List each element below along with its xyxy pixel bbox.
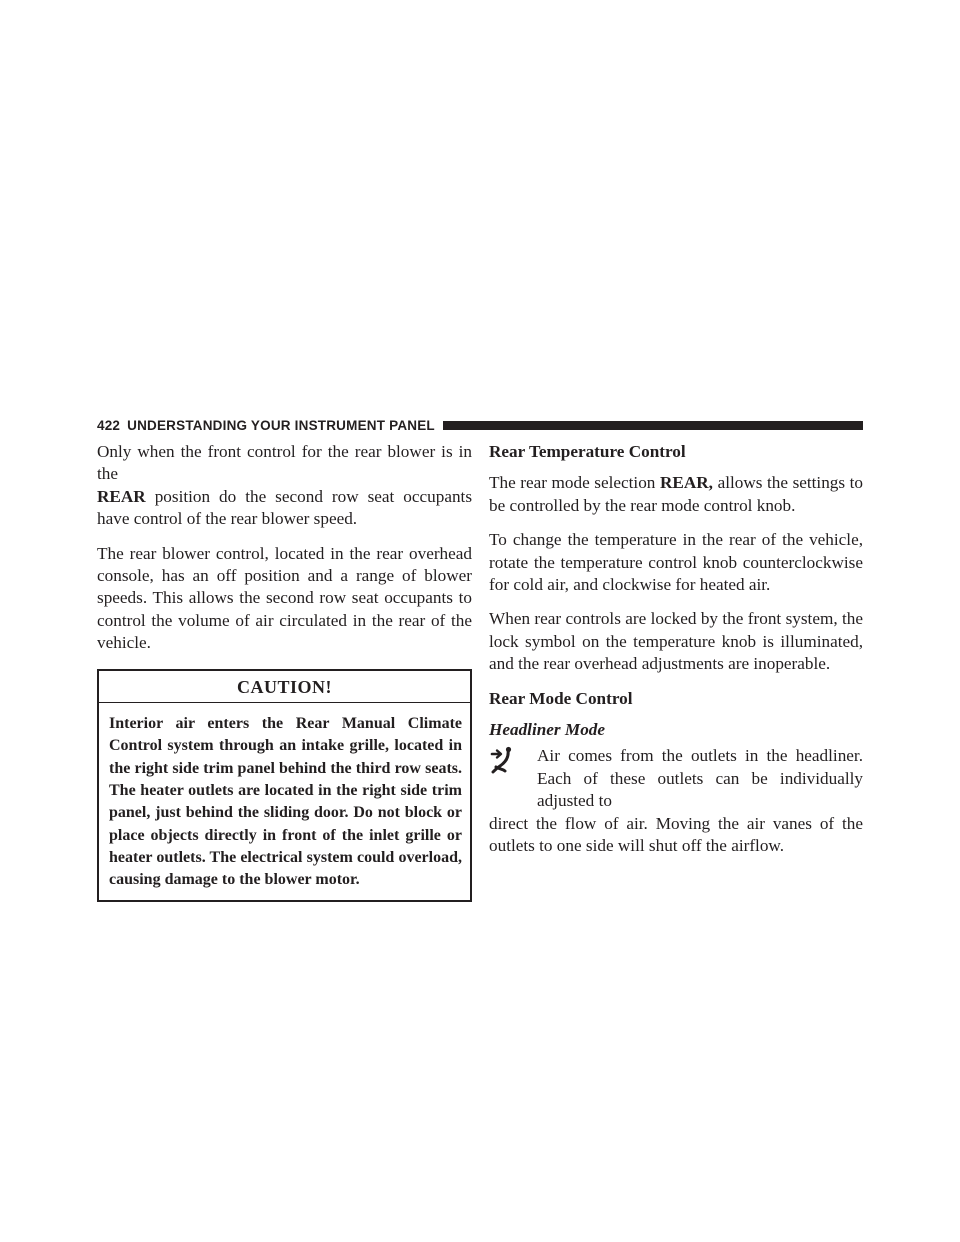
text-span: The rear mode selection <box>489 473 656 493</box>
right-column <box>489 441 863 858</box>
temperature-paragraph: To change the temperature in the rear of the vehicle, rotate the temperature control knob counterclockwise for cold air, and clockwise for heated air. <box>489 530 863 595</box>
page-number: 422 <box>97 417 121 433</box>
text-span: Only when the front control for the rear blower is in the <box>97 442 472 484</box>
rear-temperature-heading: Rear Temperature Control <box>489 442 686 461</box>
headliner-mode-icon <box>489 745 519 775</box>
headliner-mode-text-first: Air comes from the outlets in the headliner. Each of these outlets can be individually adjusted to <box>537 746 863 811</box>
headliner-mode-heading: Headliner Mode <box>489 720 606 740</box>
section-title: UNDERSTANDING YOUR INSTRUMENT PANEL <box>127 417 435 433</box>
caution-title: CAUTION! <box>99 671 470 703</box>
locked-controls-paragraph: When rear controls are locked by the front system, the lock symbol on the temperature knob is illuminated, and the rear overhead adjustments are inoperable. <box>489 609 863 674</box>
rear-mode-heading: Rear Mode Control <box>489 688 633 708</box>
rear-keyword: REAR <box>97 486 146 506</box>
headliner-mode-block <box>489 745 863 857</box>
rear-blower-paragraph <box>97 441 472 531</box>
headliner-mode-text-rest: direct the flow of air. Moving the air vanes of the outlets to one side will shut off the airflow. <box>489 813 863 856</box>
left-column <box>97 441 472 902</box>
rear-mode-paragraph <box>489 472 863 517</box>
page-header <box>97 417 863 433</box>
text-span: allows the settings to be controlled by the rear mode control knob. <box>489 473 864 515</box>
blower-control-paragraph: The rear blower control, located in the rear overhead console, has an off position and a range of blower speeds. This allows the second row seat occupants to control the volume of air circulated in the rear of the vehicle. <box>97 543 472 653</box>
header-rule <box>443 421 863 430</box>
caution-box <box>97 669 472 903</box>
text-span: position do the second row seat occupants have control of the rear blower speed. <box>97 486 473 529</box>
caution-body: Interior air enters the Rear Manual Climate Control system through an intake grille, located in the right side trim panel behind the third row seats. The heater outlets are located in the right side trim panel, just behind the sliding door. Do not block or place objects directly in front of the inlet grille or heater outlets. The electrical system could overload, causing damage to the blower motor. <box>109 715 462 889</box>
rear-keyword: REAR, <box>659 473 713 493</box>
